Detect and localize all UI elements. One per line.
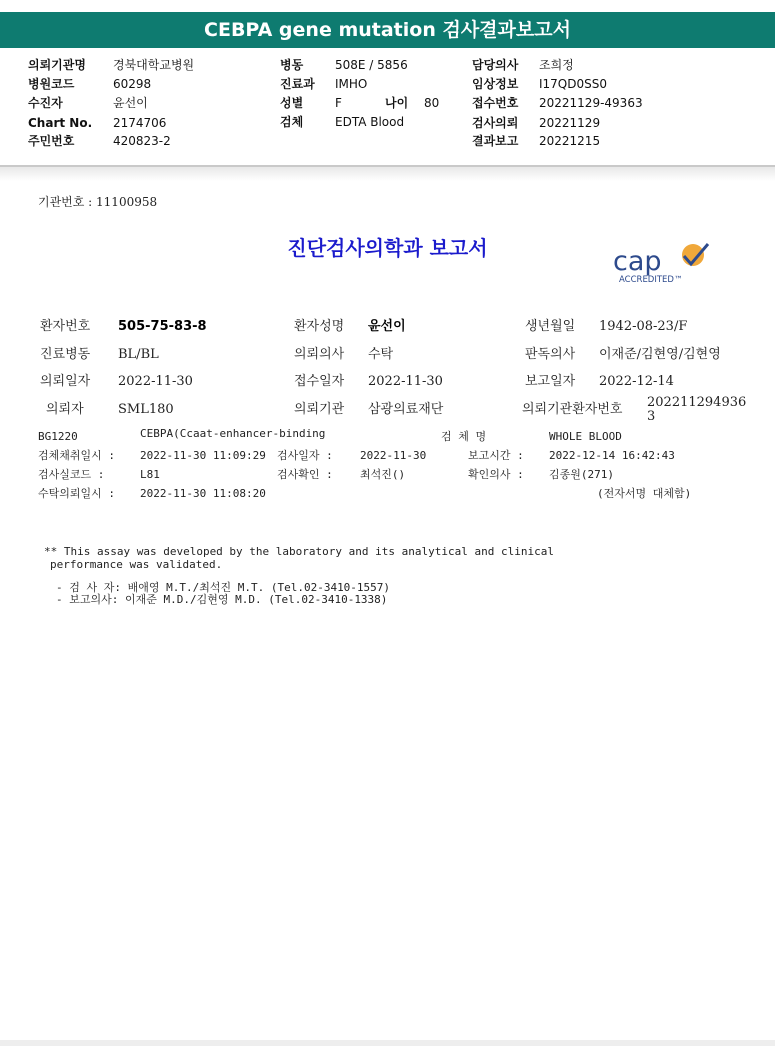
pid-label: 환자번호: [40, 319, 91, 334]
specimen-label: 검체: [280, 115, 304, 129]
doctor-value: 조희정: [539, 58, 574, 72]
report-header-title: CEBPA gene mutation 검사결과보고서: [0, 12, 775, 48]
rrn-value: 420823-2: [113, 134, 171, 148]
result-date-value: 20221215: [539, 134, 601, 148]
tester-info: - 검 사 자: 배애영 M.T./최석진 M.T. (Tel.02-3410-1557): [56, 581, 391, 594]
testdate-value: 2022-11-30: [360, 449, 427, 462]
instpid-value-line2: 3: [647, 409, 656, 424]
request-date-value: 20221129: [539, 116, 601, 130]
ward-value: 508E / 5856: [335, 58, 408, 72]
chart-no-label: Chart No.: [28, 116, 93, 130]
confirm-value: 최석진(): [360, 468, 406, 481]
confirm-label: 검사확인 :: [277, 468, 333, 481]
readdoc-label: 판독의사: [525, 347, 576, 362]
request-date-label: 검사의뢰: [472, 116, 519, 130]
hospital-code-value: 60298: [113, 77, 152, 91]
page-bottom-band: [0, 1040, 775, 1046]
age-value: 80: [424, 96, 440, 110]
agency-number: 기관번호 : 11100958: [38, 195, 158, 209]
rcvdate-value: 2022-11-30: [368, 374, 443, 389]
clinical-info-value: I17QD0SS0: [539, 77, 607, 91]
lab-code-label: 검사실코드 :: [38, 468, 105, 481]
sex-label: 성별: [280, 96, 304, 110]
lab-code-value: L81: [140, 468, 160, 481]
reqdate-value: 2022-11-30: [118, 374, 193, 389]
test-specimen-label: 검 체 명: [441, 430, 487, 443]
rrn-label: 주민번호: [28, 134, 75, 148]
receipt-no-label: 접수번호: [472, 96, 519, 110]
confirm-doctor-label: 확인의사 :: [468, 468, 524, 481]
chart-no-value: 2174706: [113, 116, 167, 130]
repdate-label: 보고일자: [525, 374, 576, 389]
test-name: CEBPA(Ccaat-enhancer-binding: [140, 427, 326, 440]
dob-value: 1942-08-23/F: [599, 319, 688, 334]
patient-label: 수진자: [28, 96, 63, 110]
age-label: 나이: [385, 96, 409, 110]
receipt-no-value: 20221129-49363: [539, 96, 643, 110]
confirm-doctor-value: 김종원(271): [549, 468, 614, 481]
testdate-label: 검사일자 :: [277, 449, 333, 462]
pname-value: 윤선이: [368, 319, 406, 334]
pid-value: 505-75-83-8: [118, 319, 207, 334]
reqdoc-value: 수탁: [368, 347, 394, 362]
reporter-info: - 보고의사: 이재준 M.D./김현영 M.D. (Tel.02-3410-1338): [56, 593, 388, 606]
assay-note-line2: performance was validated.: [50, 558, 223, 571]
header-shadow: [0, 167, 775, 181]
hospital-code-label: 병원코드: [28, 77, 75, 91]
institution-label: 의뢰기관명: [28, 58, 86, 72]
specimen-value: EDTA Blood: [335, 115, 405, 129]
collect-label: 검체채취일시 :: [38, 449, 116, 462]
clinical-info-label: 임상정보: [472, 77, 519, 91]
dept-label: 진료과: [280, 77, 315, 91]
assay-note-line1: ** This assay was developed by the laboratory and its analytical and clinical: [44, 545, 554, 558]
reqinst-value: 삼광의료재단: [368, 402, 444, 417]
sex-value: F: [335, 96, 342, 110]
test-code: BG1220: [38, 430, 78, 443]
report-title: 진단검사의학과 보고서: [287, 236, 488, 260]
reqinst-label: 의뢰기관: [294, 402, 345, 417]
requester-value: SML180: [118, 402, 174, 417]
repdate-value: 2022-12-14: [599, 374, 674, 389]
reqdate-label: 의뢰일자: [40, 374, 91, 389]
dob-label: 생년월일: [525, 319, 576, 334]
result-date-label: 결과보고: [472, 134, 519, 148]
cap-logo-text: cap: [613, 246, 662, 277]
instpid-value-line1: 202211294936: [647, 395, 747, 410]
instpid-label: 의뢰기관환자번호: [522, 402, 623, 417]
readdoc-value: 이재준/김현영/김현영: [599, 347, 721, 362]
reptime-value: 2022-12-14 16:42:43: [549, 449, 675, 462]
cap-logo-subtext: ACCREDITED™: [619, 275, 683, 285]
cap-accredited-logo: [612, 240, 712, 286]
reptime-label: 보고시간 :: [468, 449, 524, 462]
rcvdate-label: 접수일자: [294, 374, 345, 389]
contract-label: 수탁의뢰일시 :: [38, 487, 116, 500]
ward-label: 병동: [280, 58, 304, 72]
institution-value: 경북대학교병원: [113, 58, 195, 72]
test-specimen-value: WHOLE BLOOD: [549, 430, 622, 443]
ward-row-value: BL/BL: [118, 347, 159, 362]
doctor-label: 담당의사: [472, 58, 519, 72]
pname-label: 환자성명: [294, 319, 345, 334]
esign-note: (전자서명 대체함): [597, 487, 692, 500]
dept-value: IMHO: [335, 77, 368, 91]
ward-row-label: 진료병동: [40, 347, 91, 362]
contract-value: 2022-11-30 11:08:20: [140, 487, 266, 500]
patient-value: 윤선이: [113, 96, 148, 110]
reqdoc-label: 의뢰의사: [294, 347, 345, 362]
requester-label: 의뢰자: [46, 402, 84, 417]
collect-value: 2022-11-30 11:09:29: [140, 449, 266, 462]
